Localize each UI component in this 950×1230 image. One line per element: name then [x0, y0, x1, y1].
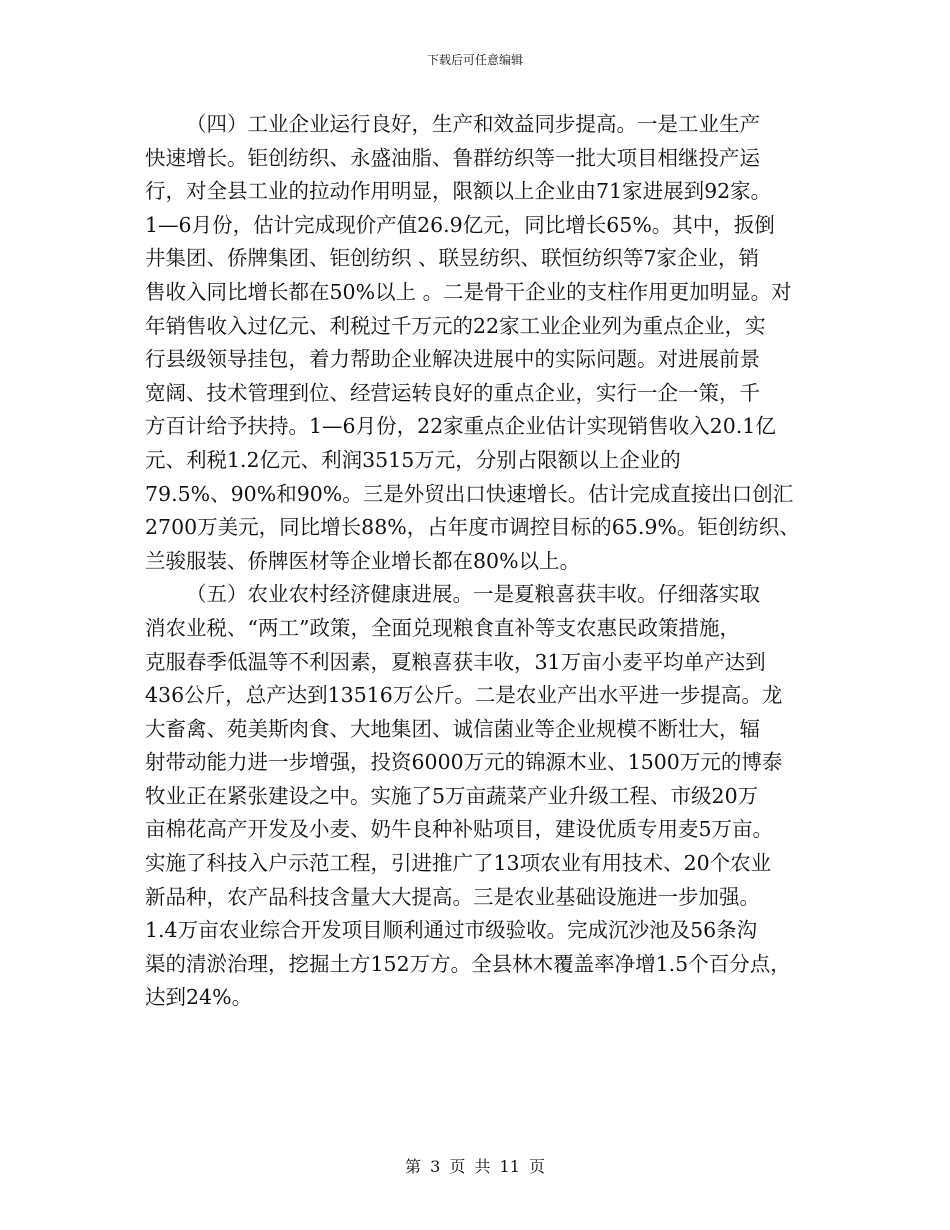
- text-line: 消农业税、“两工”政策，全面兑现粮食直补等支农惠民政策措施，: [145, 615, 740, 640]
- text-line: 实施了科技入户示范工程，引进推广了13项农业有用技术、20个农业: [145, 851, 772, 876]
- page-header: 下载后可任意编辑: [426, 53, 523, 67]
- text-line: 1—6月份，估计完成现价产值26.9亿元，同比增长65%。其中，扳倒: [145, 212, 775, 237]
- page-number-footer: 第 3 页 共 11 页: [405, 1157, 545, 1176]
- text-line: 大畜禽、苑美斯肉食、大地集团、诚信菌业等企业规模不断壮大，辐: [145, 716, 760, 741]
- text-line: 兰骏服装、侨牌医材等企业增长都在80%以上。: [145, 548, 581, 573]
- text-line: （四）工业企业运行良好，生产和效益同步提高。一是工业生产: [186, 112, 760, 136]
- text-line: 牧业正在紧张建设之中。实施了5万亩蔬菜产业升级工程、市级20万: [145, 783, 759, 808]
- text-line: （五）农业农村经济健康进展。一是夏粮喜获丰收。仔细落实取: [186, 582, 760, 607]
- text-line: 2700万美元，同比增长88%，占年度市调控目标的65.9%。钜创纺织、: [145, 515, 800, 540]
- document-body: [145, 108, 825, 1015]
- text-line: 达到24%。: [145, 985, 253, 1010]
- text-line: 售收入同比增长都在50%以上 。二是骨干企业的支柱作用更加明显。对: [145, 279, 792, 304]
- paragraph-agriculture: [145, 578, 825, 1015]
- text-line: 行县级领导挂包，着力帮助企业解决进展中的实际问题。对进展前景: [145, 347, 760, 372]
- text-line: 行，对全县工业的拉动作用明显，限额以上企业由71家进展到92家。: [145, 179, 772, 204]
- text-line: 79.5%、90%和90%。三是外贸出口快速增长。估计完成直接出口创汇: [145, 481, 794, 506]
- text-line: 1.4万亩农业综合开发项目顺利通过市级验收。完成沉沙池及56条沟: [145, 918, 758, 943]
- text-line: 元、利税1.2亿元、利润3515万元，分别占限额以上企业的: [145, 447, 681, 472]
- text-line: 克服春季低温等不利因素，夏粮喜获丰收，31万亩小麦平均单产达到: [145, 649, 766, 674]
- text-line: 射带动能力进一步增强，投资6000万元的锦源木业、1500万元的博泰: [145, 750, 783, 775]
- paragraph-industry: [145, 108, 825, 578]
- text-line: 436公斤，总产达到13516万公斤。二是农业产出水平进一步提高。龙: [145, 683, 783, 708]
- text-line: 渠的清淤治理，挖掘土方152万方。全县林木覆盖率净增1.5个百分点，: [145, 951, 791, 976]
- text-line: 方百计给予扶持。1—6月份，22家重点企业估计实现销售收入20.1亿: [145, 414, 776, 439]
- text-line: 年销售收入过亿元、利税过千万元的22家工业企业列为重点企业，实: [145, 313, 766, 338]
- text-line: 亩棉花高产开发及小麦、奶牛良种补贴项目，建设优质专用麦5万亩。: [145, 817, 774, 842]
- text-line: 井集团、侨牌集团、钜创纺织 、联昱纺织、联恒纺织等7家企业，销: [145, 246, 760, 271]
- text-line: 快速增长。钜创纺织、永盛油脂、鲁群纺织等一批大项目相继投产运: [145, 145, 760, 170]
- text-line: 宽阔、技术管理到位、经营运转良好的重点企业，实行一企一策，千: [145, 380, 760, 405]
- text-line: 新品种，农产品科技含量大大提高。三是农业基础设施进一步加强。: [145, 884, 760, 909]
